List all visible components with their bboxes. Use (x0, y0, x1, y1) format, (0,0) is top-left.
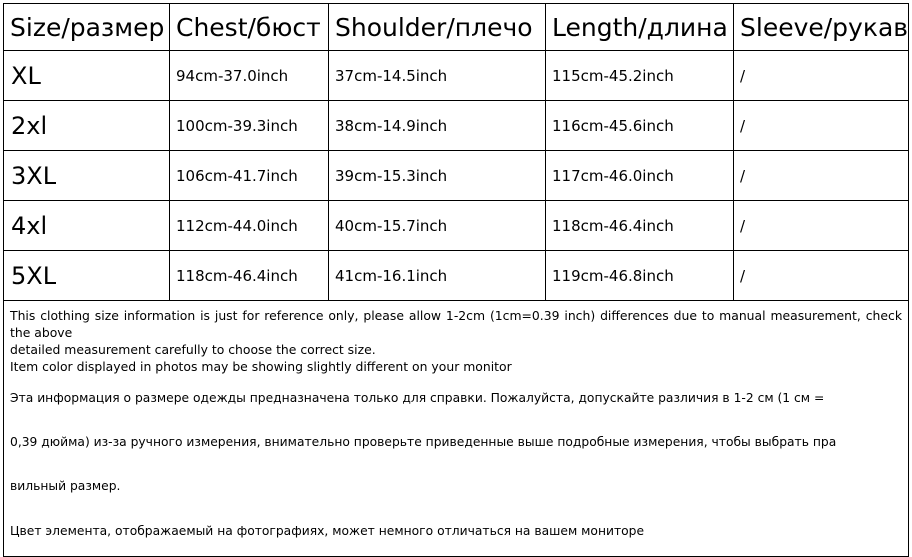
header-sleeve: Sleeve/рукав (734, 4, 909, 51)
size-cell: 5XL (4, 251, 170, 301)
table-header-row (4, 4, 909, 51)
notes-spacer (10, 540, 902, 556)
shoulder-cell: 37cm-14.5inch (329, 51, 546, 101)
table-row (4, 201, 909, 251)
length-cell: 119cm-46.8inch (546, 251, 734, 301)
size-cell: 2xl (4, 101, 170, 151)
length-cell: 116cm-45.6inch (546, 101, 734, 151)
header-chest: Chest/бюст (170, 4, 329, 51)
chest-cell: 112cm-44.0inch (170, 201, 329, 251)
shoulder-cell: 38cm-14.9inch (329, 101, 546, 151)
sleeve-cell: / (734, 151, 909, 201)
header-size: Size/размер (4, 4, 170, 51)
note-ru-line-1: Эта информация о размере одежды предназначена только для справки. Пожалуйста, допускайте различия в 1-2 см (1 см = (10, 391, 825, 405)
shoulder-cell: 41cm-16.1inch (329, 251, 546, 301)
note-en-line-2: detailed measurement carefully to choose the correct size. (10, 342, 376, 357)
sleeve-cell: / (734, 201, 909, 251)
shoulder-cell: 39cm-15.3inch (329, 151, 546, 201)
header-length: Length/длина (546, 4, 734, 51)
sleeve-cell: / (734, 101, 909, 151)
chest-cell: 118cm-46.4inch (170, 251, 329, 301)
shoulder-cell: 40cm-15.7inch (329, 201, 546, 251)
size-cell: 3XL (4, 151, 170, 201)
note-ru-line-2: 0,39 дюйма) из-за ручного измерения, внимательно проверьте приведенные выше подробные измерения, чтобы выбрать пра (10, 435, 837, 449)
notes-cell (4, 301, 909, 557)
notes-row (4, 301, 909, 557)
chest-cell: 100cm-39.3inch (170, 101, 329, 151)
table-row (4, 151, 909, 201)
note-ru-line-3: вильный размер. (10, 479, 121, 493)
header-shoulder: Shoulder/плечо (329, 4, 546, 51)
note-ru-line-4: Цвет элемента, отображаемый на фотографиях, может немного отличаться на вашем мониторе (10, 524, 645, 538)
length-cell: 115cm-45.2inch (546, 51, 734, 101)
length-cell: 118cm-46.4inch (546, 201, 734, 251)
note-en-line-3: Item color displayed in photos may be showing slightly different on your monitor (10, 359, 512, 374)
chest-cell: 94cm-37.0inch (170, 51, 329, 101)
note-en-line-1: This clothing size information is just for reference only, please allow 1-2cm (1cm=0.39 inch) differences due to manual measurement, check the above (10, 308, 902, 340)
size-cell: XL (4, 51, 170, 101)
table-row (4, 101, 909, 151)
chest-cell: 106cm-41.7inch (170, 151, 329, 201)
table-row (4, 51, 909, 101)
sleeve-cell: / (734, 51, 909, 101)
length-cell: 117cm-46.0inch (546, 151, 734, 201)
table-row (4, 251, 909, 301)
size-chart-table (3, 3, 909, 557)
size-cell: 4xl (4, 201, 170, 251)
sleeve-cell: / (734, 251, 909, 301)
